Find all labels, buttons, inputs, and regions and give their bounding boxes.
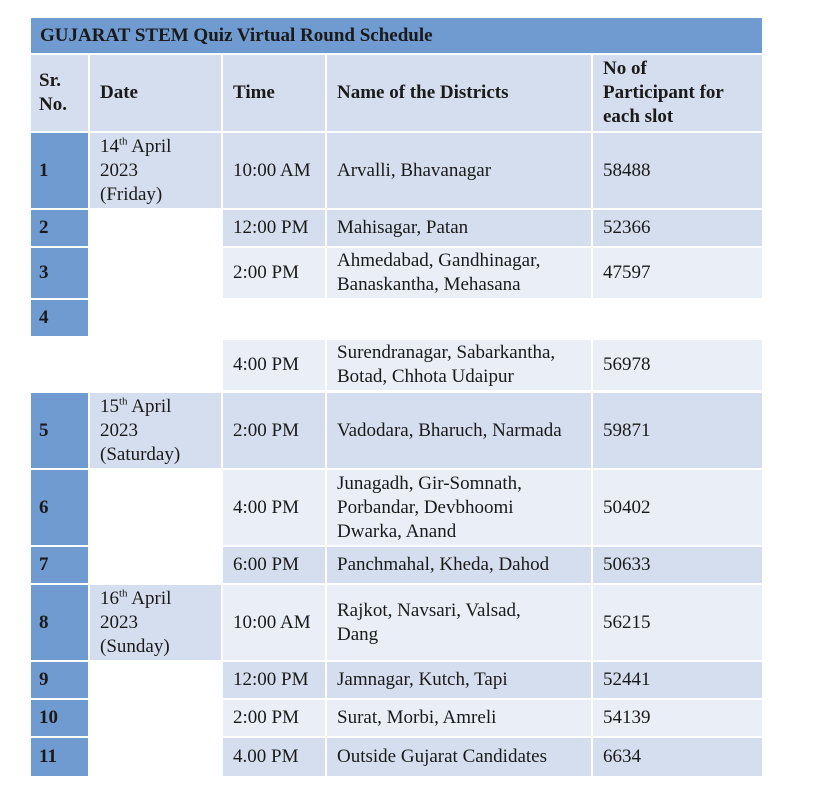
table-title: GUJARAT STEM Quiz Virtual Round Schedule (31, 18, 762, 53)
sr-cell: 3 (31, 248, 88, 298)
sr-cell: 5 (31, 393, 88, 468)
header-time: Time (223, 55, 325, 131)
date-day-suffix: th (119, 587, 128, 600)
header-sr-line1: Sr. (39, 70, 62, 91)
sr-cell: 11 (31, 738, 88, 776)
sr-cell: 4 (31, 300, 88, 336)
time-cell: 2:00 PM (223, 248, 325, 298)
sr-cell: 10 (31, 700, 88, 736)
district-line: Surendranagar, Sabarkantha, (337, 342, 556, 363)
date-year: 2023 (100, 159, 138, 181)
date-weekday: (Sunday) (100, 635, 170, 657)
date-month: April (131, 135, 172, 157)
sr-cell: 8 (31, 585, 88, 660)
header-participants-line3: each slot (603, 106, 674, 127)
time-cell: 12:00 PM (223, 210, 325, 246)
districts-cell (327, 248, 591, 298)
districts-cell (327, 340, 591, 390)
districts-cell (327, 547, 591, 583)
participants-cell: 54139 (593, 700, 762, 736)
time-cell: 10:00 AM (223, 133, 325, 208)
date-year: 2023 (100, 419, 138, 441)
time-cell: 2:00 PM (223, 393, 325, 468)
participants-cell: 6634 (593, 738, 762, 776)
district-line: Botad, Chhota Udaipur (337, 366, 514, 387)
time-cell: 10:00 AM (223, 585, 325, 660)
date-cell-sunday (90, 585, 221, 660)
date-weekday: (Saturday) (100, 443, 181, 465)
time-cell: 2:00 PM (223, 700, 325, 736)
time-cell: 4:00 PM (223, 340, 325, 390)
district-line: Rajkot, Navsari, Valsad, (337, 599, 521, 621)
district-line: Mahisagar, Patan (337, 217, 469, 238)
date-day: 16 (100, 587, 119, 609)
district-line: Porbandar, Devbhoomi (337, 496, 514, 518)
districts-cell (327, 133, 591, 208)
participants-cell: 50402 (593, 470, 762, 545)
participants-cell: 52441 (593, 662, 762, 698)
participants-cell: 47597 (593, 248, 762, 298)
sr-cell: 1 (31, 133, 88, 208)
time-cell: 4.00 PM (223, 738, 325, 776)
districts-cell (327, 662, 591, 698)
date-day-suffix: th (119, 395, 128, 408)
district-line: Banaskantha, Mehasana (337, 274, 521, 295)
sr-cell: 6 (31, 470, 88, 545)
districts-cell (327, 585, 591, 660)
header-sr-line2: No. (39, 94, 67, 115)
time-cell: 12:00 PM (223, 662, 325, 698)
header-districts: Name of the Districts (327, 55, 591, 131)
sr-cell: 2 (31, 210, 88, 246)
sr-cell: 7 (31, 547, 88, 583)
districts-cell (327, 393, 591, 468)
district-line: Panchmahal, Kheda, Dahod (337, 554, 550, 575)
date-month: April (131, 395, 172, 417)
participants-cell: 50633 (593, 547, 762, 583)
districts-cell (327, 470, 591, 545)
districts-cell (327, 738, 591, 776)
district-line: Junagadh, Gir-Somnath, (337, 472, 522, 494)
header-sr-no (31, 55, 88, 131)
header-participants-line1: No of (603, 58, 647, 79)
header-participants-line2: Participant for (603, 82, 724, 103)
date-cell-friday (90, 133, 221, 208)
date-day-suffix: th (119, 135, 128, 148)
district-line: Ahmedabad, Gandhinagar, (337, 250, 541, 271)
participants-cell: 52366 (593, 210, 762, 246)
header-participants (593, 55, 762, 131)
date-weekday: (Friday) (100, 183, 163, 205)
participants-cell: 58488 (593, 133, 762, 208)
header-date: Date (90, 55, 221, 131)
sr-cell: 9 (31, 662, 88, 698)
districts-cell (327, 210, 591, 246)
districts-cell (327, 700, 591, 736)
district-line: Arvalli, Bhavanagar (337, 159, 492, 181)
district-line: Dwarka, Anand (337, 520, 457, 542)
district-line: Outside Gujarat Candidates (337, 746, 548, 767)
date-year: 2023 (100, 611, 138, 633)
district-line: Surat, Morbi, Amreli (337, 707, 497, 728)
time-cell: 4:00 PM (223, 470, 325, 545)
date-day: 15 (100, 395, 119, 417)
participants-cell: 59871 (593, 393, 762, 468)
date-month: April (131, 587, 172, 609)
participants-cell: 56978 (593, 340, 762, 390)
participants-cell: 56215 (593, 585, 762, 660)
date-cell-saturday (90, 393, 221, 468)
date-day: 14 (100, 135, 119, 157)
time-cell: 6:00 PM (223, 547, 325, 583)
district-line: Vadodara, Bharuch, Narmada (337, 419, 562, 441)
district-line: Dang (337, 623, 379, 645)
district-line: Jamnagar, Kutch, Tapi (337, 669, 508, 690)
